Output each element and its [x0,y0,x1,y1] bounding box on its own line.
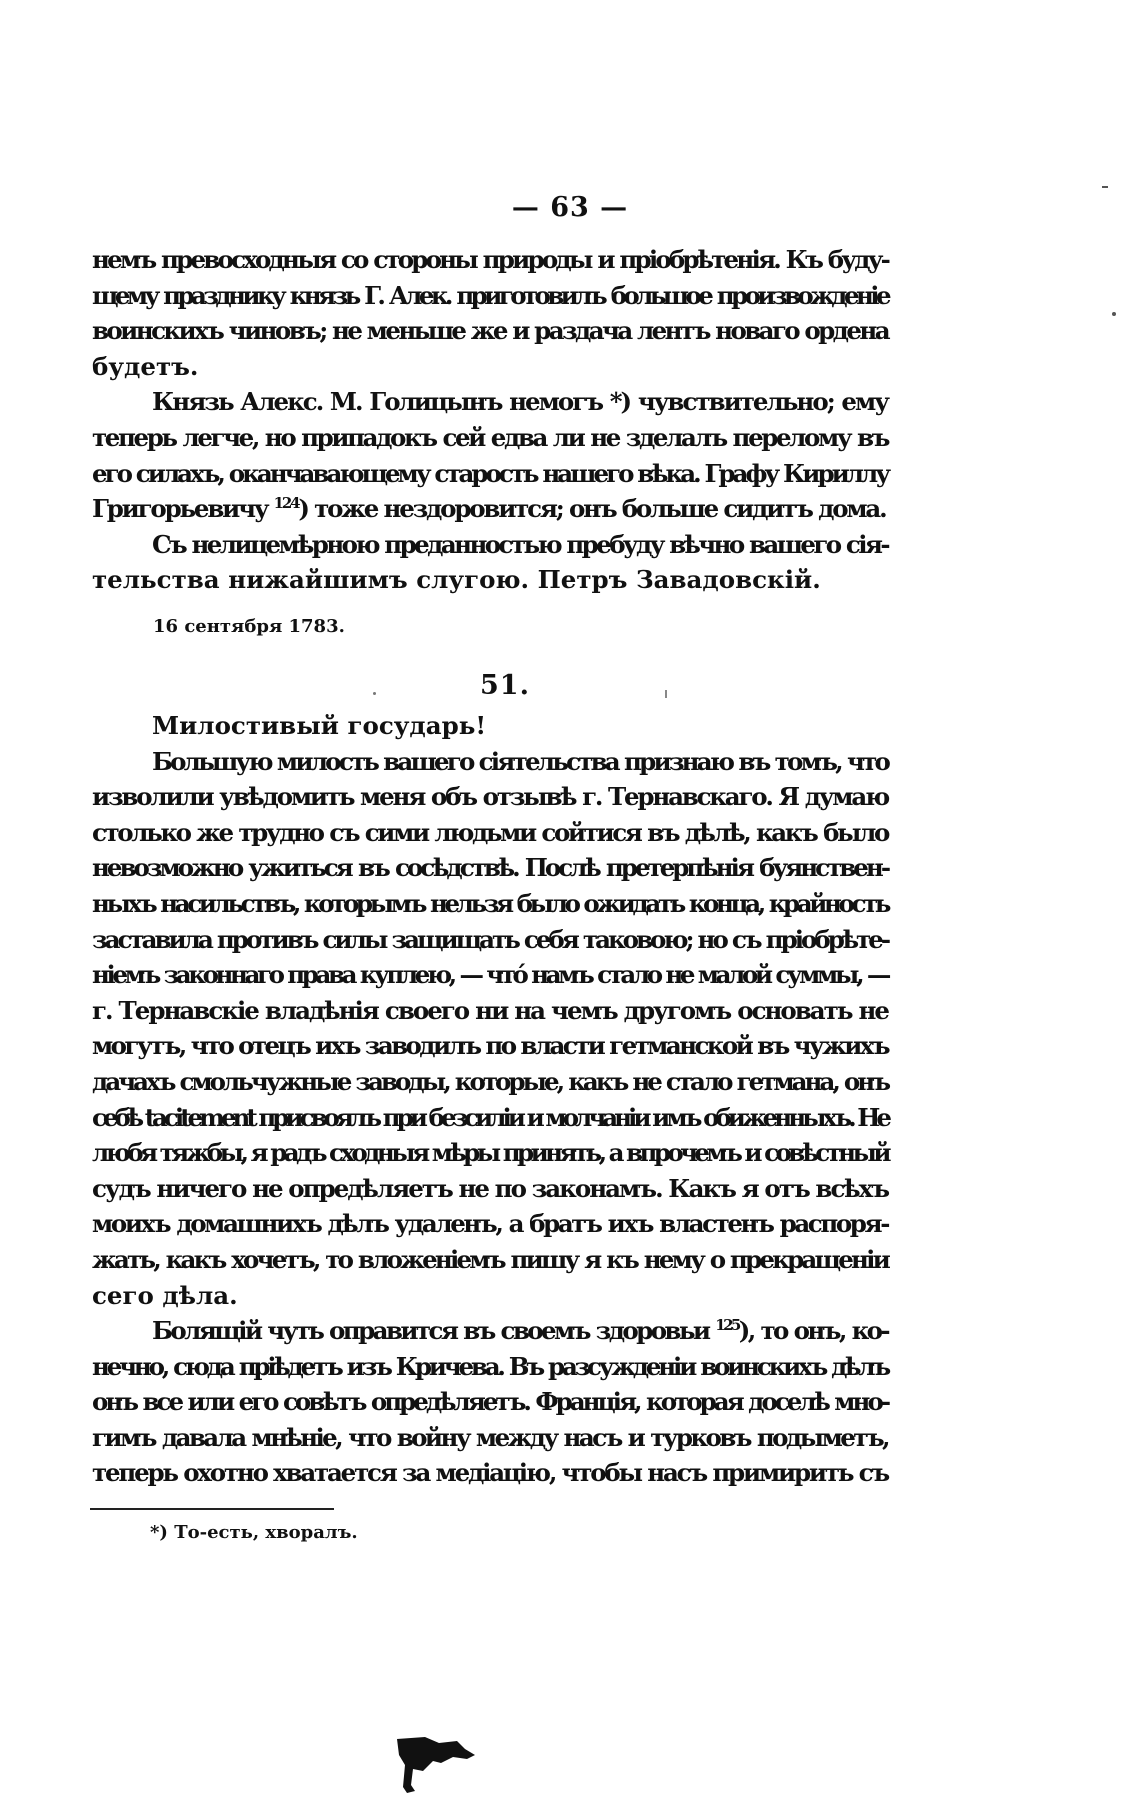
text-fragment: ) тоже нездоровится; онъ больше сидитъ дома. [298,494,886,524]
text-line: любя тяжбы, я радъ сходныя мѣры принять, а впрочемъ и совѣстный [92,1138,888,1168]
text-line: будетъ. [92,351,199,381]
text-line: могутъ, что отецъ ихъ заводилъ по власти гетманской въ чужихъ [92,1031,888,1061]
text-line: изволили увѣдомить меня объ отзывѣ г. Тернавскаго. Я думаю [92,782,888,812]
text-line: немъ превосходныя со стороны природы и пріобрѣтенія. Къ буду- [92,245,888,274]
footnote-ref: 125 [715,1316,739,1335]
scan-speck [1102,186,1108,188]
footnote-ref: 124 [273,494,299,513]
text-line: тельства нижайшимъ слугою. Петръ Завадовскій. [92,565,821,595]
text-line: Большую милость вашего сіятельства признаю въ томъ, что [152,746,888,776]
text-line: ныхъ насильствъ, которымъ нельзя было ожидать конца, крайность [92,888,888,918]
text-line: воинскихъ чиновъ; не меньше же и раздача лентъ новаго ордена [92,316,888,346]
text-line: столько же трудно съ сими людьми сойтися въ дѣлѣ, какъ было [92,817,888,847]
text-fragment: ), то онъ, ко- [738,1316,888,1346]
text-line: себѣ tacitement присвоялъ при безсиліи и молчаніи имъ обиженныхъ. Не [92,1102,888,1132]
page-number: — 63 — [511,192,629,223]
text-line: судъ ничего не опредѣляетъ не по законамъ. Какъ я отъ всѣхъ [92,1173,888,1203]
text-line-with-note [92,1313,888,1349]
text-line: заставила противъ силы защищать себя таковою; но съ пріобрѣте- [92,924,888,954]
letter-date: 16 сентября 1783. [153,616,345,637]
text-line: ніемъ законнаго права куплею, — что́ намъ стало не малой суммы, — [92,960,888,990]
footnote: *) То-есть, хворалъ. [150,1522,358,1543]
ink-blot-mark [395,1735,485,1795]
text-line: щему празднику князь Г. Алек. приготовилъ большое произвожденіе [92,280,888,310]
text-line: теперь легче, но припадокъ сей едва ли не зделалъ перелому въ [92,422,888,452]
text-block-top [92,242,888,598]
text-fragment: Болящій чуть оправится въ своемъ здоровьи [152,1316,716,1346]
letter-number: 51. [480,670,530,701]
text-line: сего дѣла. [92,1280,238,1310]
letter-body [92,708,888,1491]
scan-speck [373,692,376,695]
text-line: моихъ домашнихъ дѣлъ удаленъ, а братъ ихъ властенъ распоря- [92,1209,888,1239]
text-line: гимъ давала мнѣніе, что войну между насъ и турковъ подыметъ, [92,1422,888,1452]
scan-speck [1112,312,1116,316]
text-line: дачахъ смольчужные заводы, которые, какъ не стало гетмана, онъ [92,1066,888,1096]
text-line: г. Тернавскіе владѣнія своего ни на чемъ другомъ основать не [92,995,888,1025]
text-line: онъ все или его совѣтъ опредѣляетъ. Франція, которая доселѣ мно- [92,1387,888,1417]
scan-speck [665,690,667,698]
text-fragment: Григорьевичу [92,494,274,524]
text-line: нечно, сюда пріѣдетъ изъ Кричева. Въ разсужденіи воинскихъ дѣлъ [92,1351,888,1381]
text-line: Съ нелицемѣрною преданностью пребуду вѣчно вашего сія- [152,529,888,559]
footnote-divider [90,1508,334,1510]
text-line-with-note [92,491,888,527]
text-line: невозможно ужиться въ сосѣдствѣ. Послѣ претерпѣнія буянствен- [92,853,888,883]
salutation: Милостивый государь! [152,711,487,740]
text-line: теперь охотно хватается за медіацію, чтобы насъ примирить съ [92,1458,888,1488]
text-line: Князь Алекс. М. Голицынъ немогъ *) чувствительно; ему [152,387,888,417]
text-line: жать, какъ хочетъ, то вложеніемъ пишу я къ нему о прекращеніи [92,1244,888,1274]
text-line: его силахъ, оканчавающему старость нашего вѣка. Графу Кириллу [92,458,888,488]
